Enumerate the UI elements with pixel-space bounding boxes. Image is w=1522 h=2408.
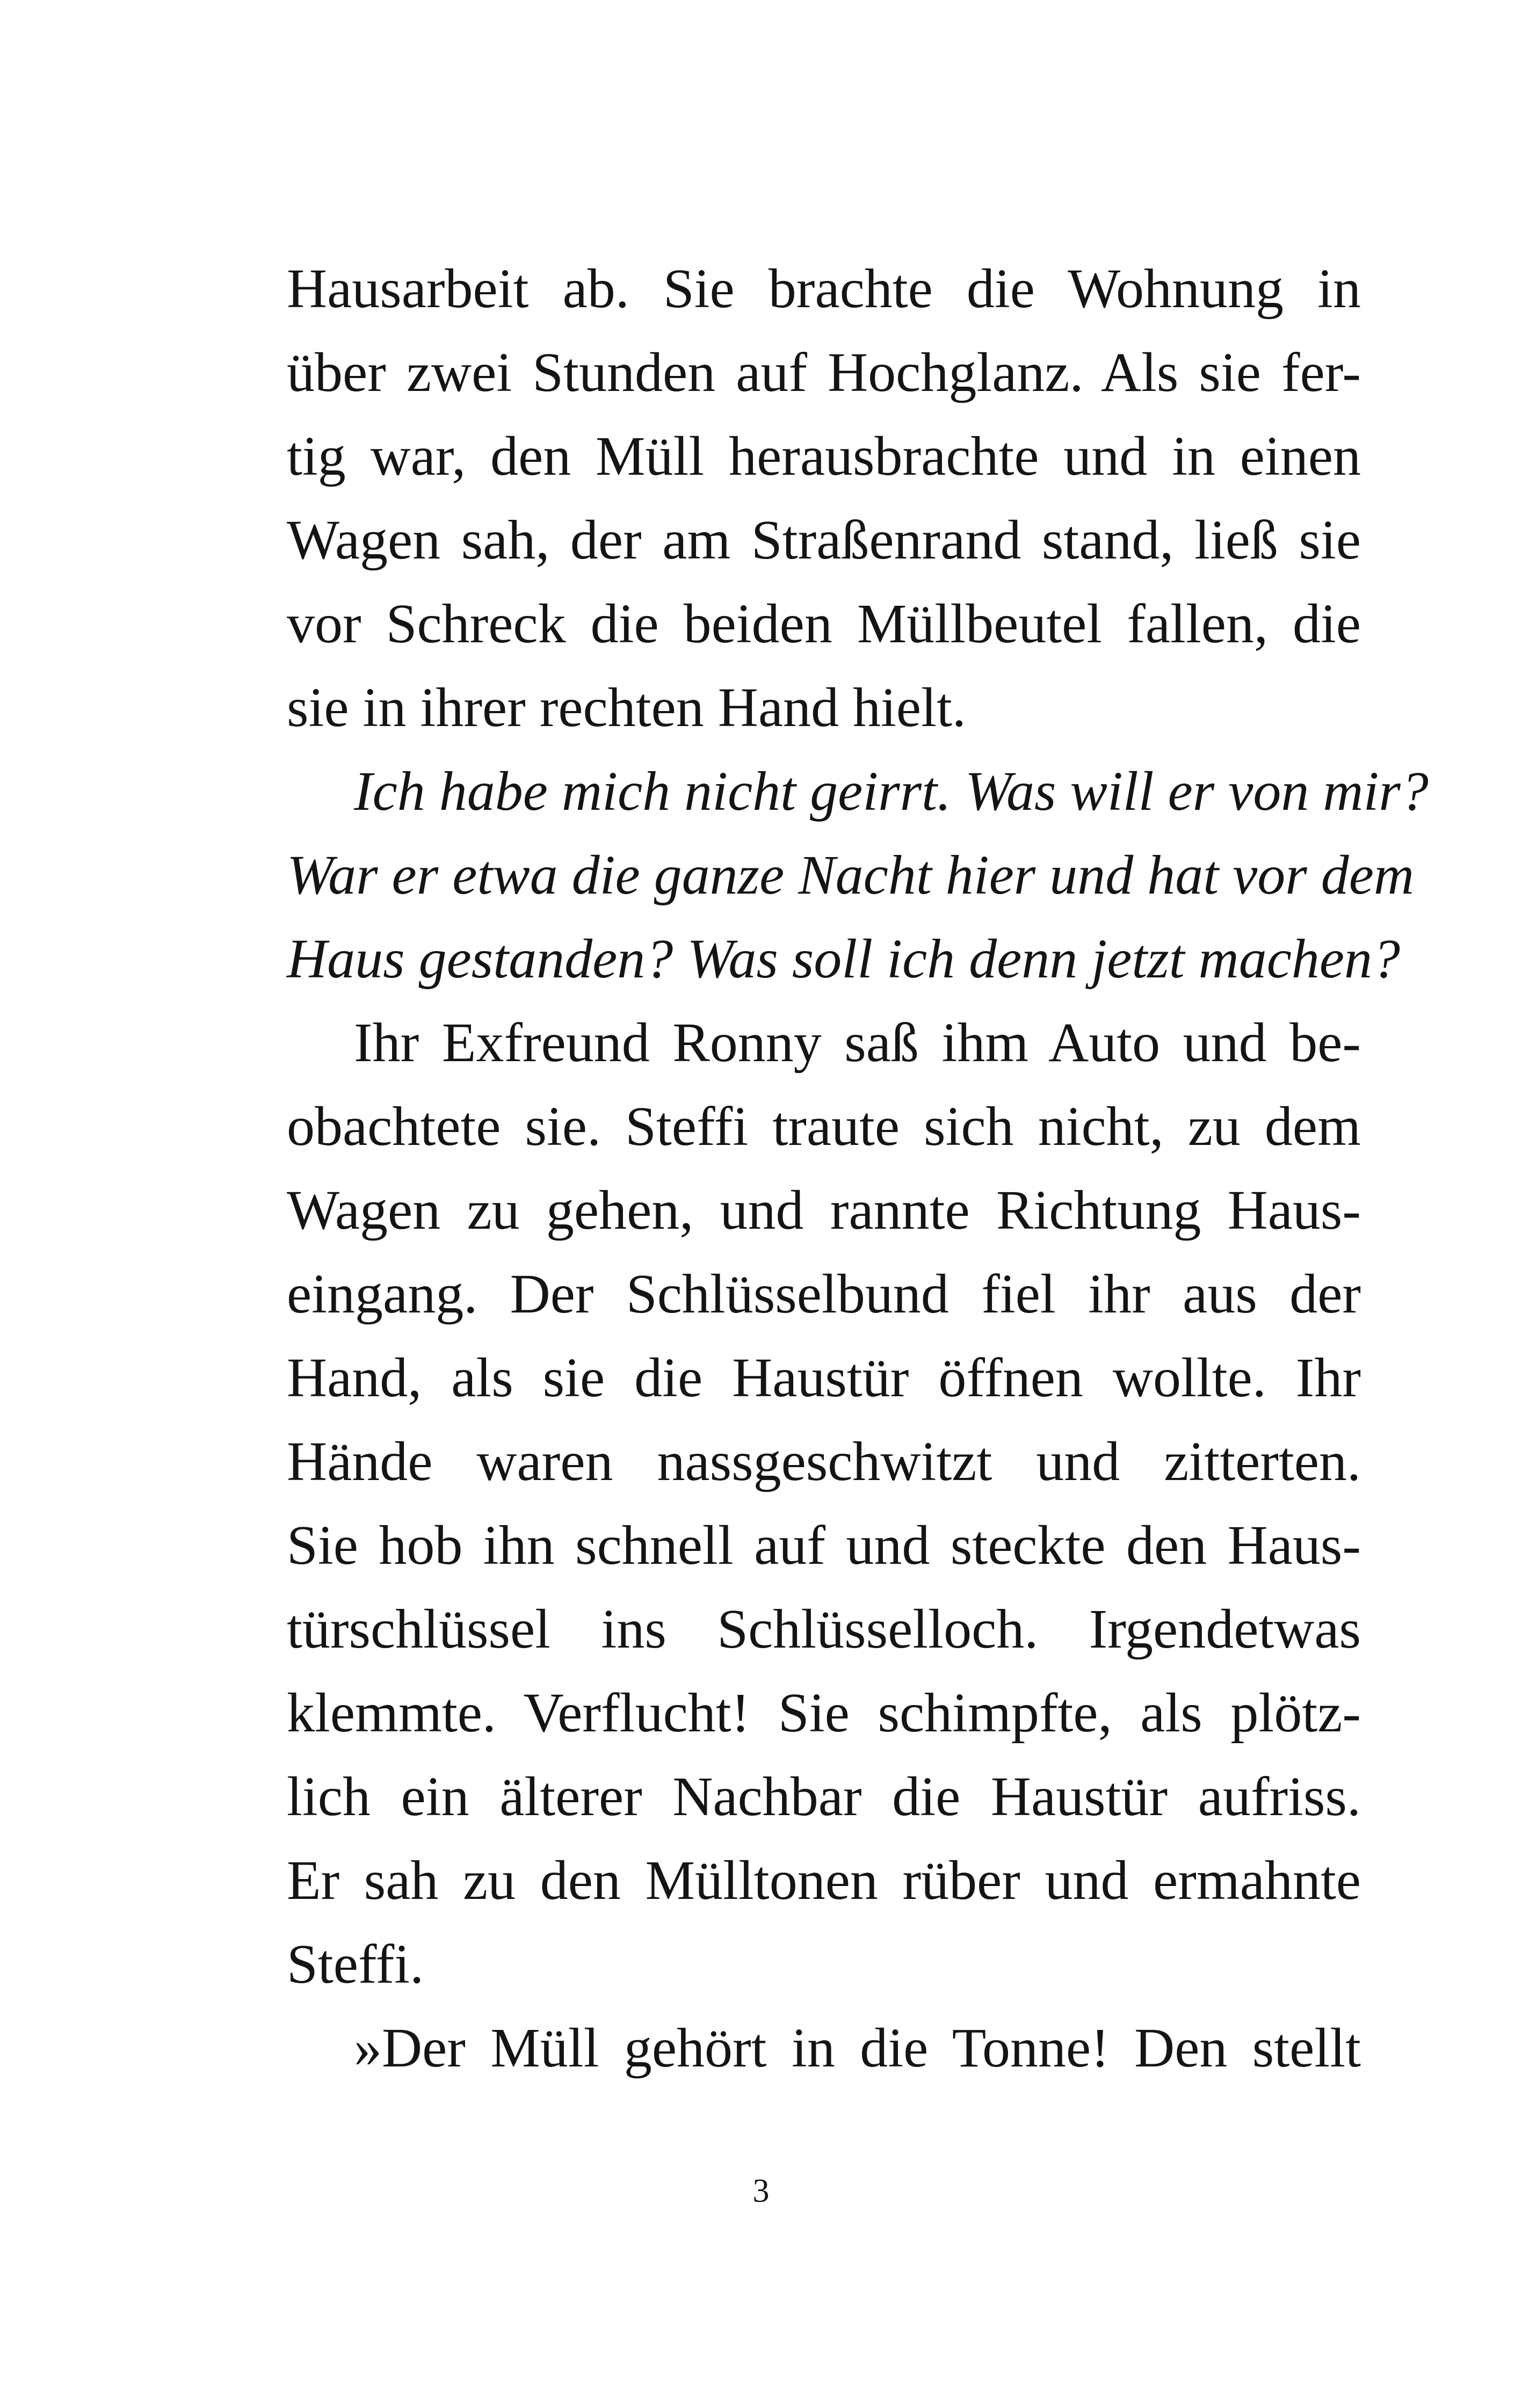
text-line: lich ein älterer Nachbar die Haustür aufriss. bbox=[287, 1766, 1361, 1827]
text-line: über zwei Stunden auf Hochglanz. Als sie fer- bbox=[287, 342, 1361, 403]
thought-line: War er etwa die ganze Nacht hier und hat vor dem bbox=[287, 844, 1415, 906]
text-line: tig war, den Müll herausbrachte und in einen bbox=[287, 425, 1361, 487]
text-line: obachtete sie. Steffi traute sich nicht, zu dem bbox=[287, 1096, 1361, 1157]
text-line: türschlüssel ins Schlüsselloch. Irgendetwas bbox=[287, 1598, 1361, 1660]
text-line: sie in ihrer rechten Hand hielt. bbox=[287, 677, 966, 738]
text-line: Er sah zu den Mülltonen rüber und ermahnte bbox=[287, 1849, 1361, 1911]
text-line: Hände waren nassgeschwitzt und zitterten. bbox=[287, 1431, 1361, 1492]
text-line: Hand, als sie die Haustür öffnen wollte. Ihr bbox=[287, 1347, 1361, 1409]
text-line: Wagen zu gehen, und rannte Richtung Haus- bbox=[287, 1179, 1361, 1241]
text-line: Wagen sah, der am Straßenrand stand, ließ sie bbox=[287, 509, 1361, 571]
text-line: Hausarbeit ab. Sie brachte die Wohnung in bbox=[287, 258, 1361, 320]
text-line: Sie hob ihn schnell auf und steckte den Haus- bbox=[287, 1514, 1361, 1576]
text-line: klemmte. Verflucht! Sie schimpfte, als plötz- bbox=[287, 1682, 1361, 1744]
thought-line: Ich habe mich nicht geirrt. Was will er von mir? bbox=[354, 760, 1429, 822]
page-number: 3 bbox=[752, 2173, 770, 2209]
text-line: Ihr Exfreund Ronny saß ihm Auto und be- bbox=[354, 1012, 1361, 1074]
thought-line: Haus gestanden? Was soll ich denn jetzt machen? bbox=[287, 928, 1401, 990]
text-line: Steffi. bbox=[287, 1933, 424, 1995]
text-line: eingang. Der Schlüsselbund fiel ihr aus der bbox=[287, 1263, 1361, 1325]
body-text bbox=[287, 247, 1429, 2090]
text-line: vor Schreck die beiden Müllbeutel fallen, die bbox=[287, 593, 1361, 655]
text-line: »Der Müll gehört in die Tonne! Den stellt bbox=[354, 2017, 1361, 2079]
